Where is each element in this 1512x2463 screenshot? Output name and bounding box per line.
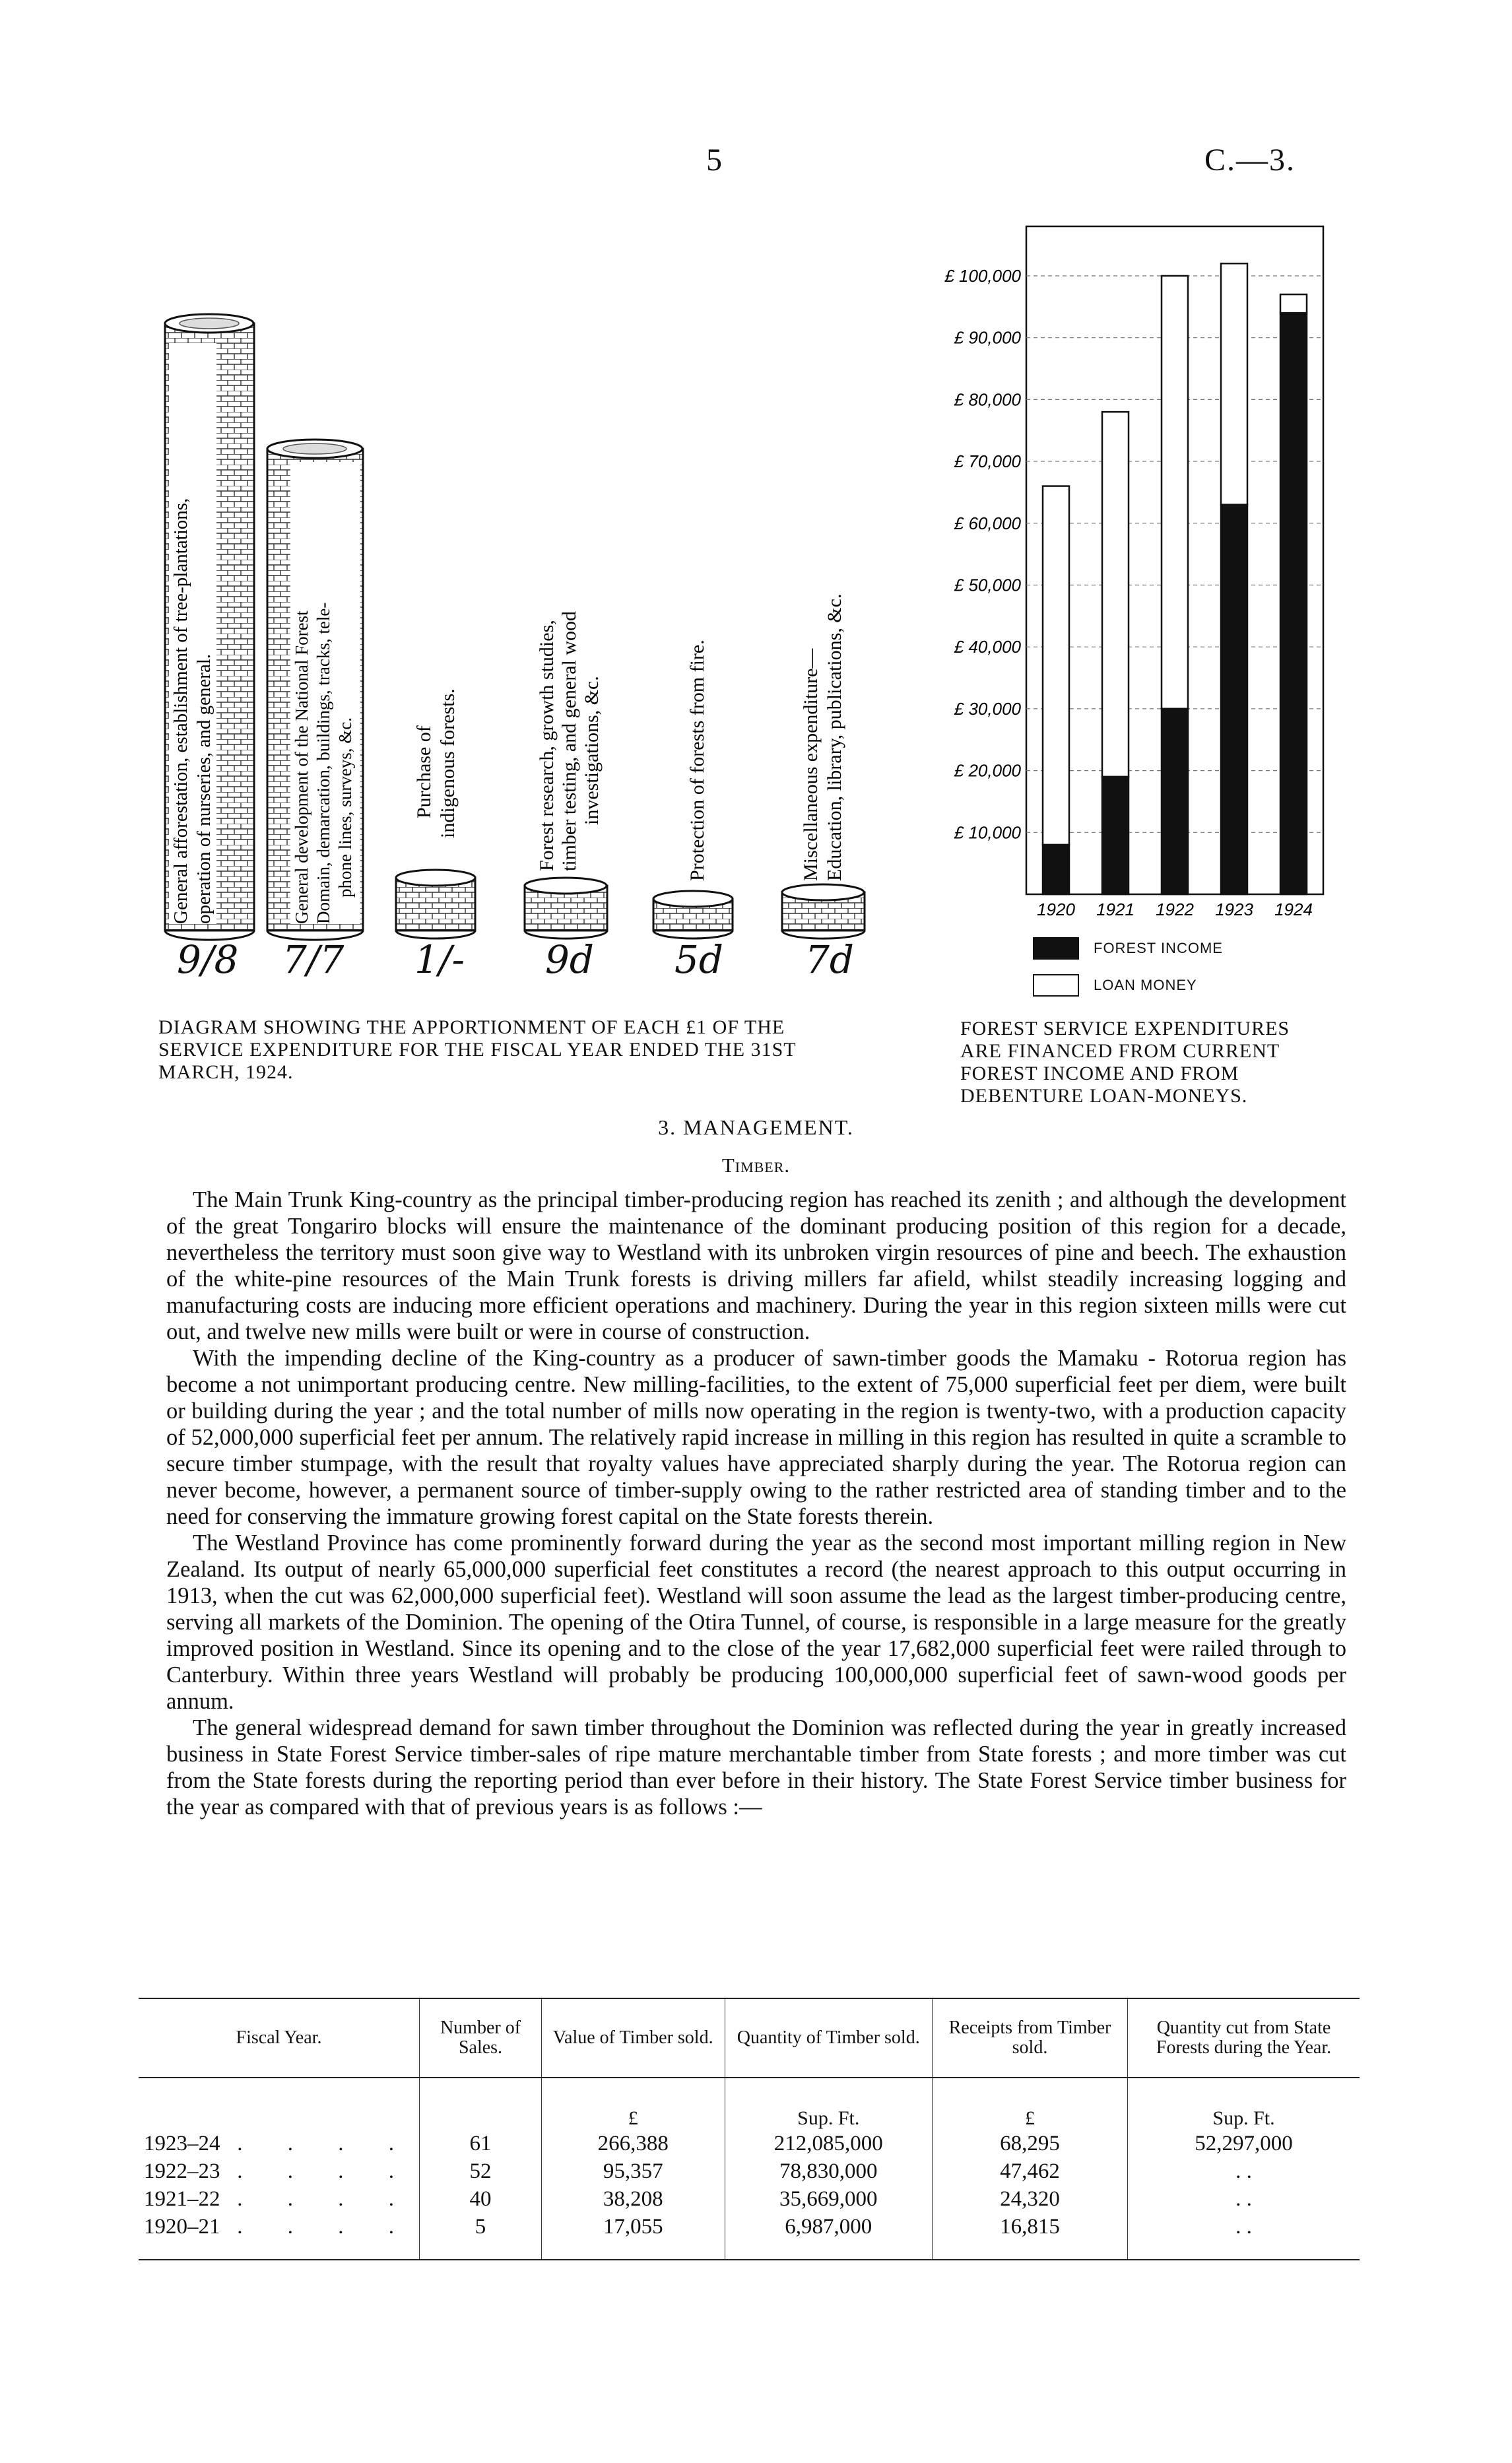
y-tick-label: £ 20,000 <box>954 760 1021 781</box>
units-row <box>139 2078 1360 2130</box>
cylinder-purchase <box>396 688 475 938</box>
amount-afforestation: 9/8 <box>177 937 239 982</box>
paragraph-4: The general widespread demand for sawn timber throughout the Dominion was reflected during the year in greatly increased business in State Forest Service timber-sales of ripe mature merchantable timber from State forests ; and more timber was cut from the State forests during the reporting period than ever before in their history. The State Forest Service timber business for the year as compared with that of previous years is as follows :— <box>166 1715 1346 1820</box>
amount-development: 7/7 <box>282 937 345 982</box>
cylinder-4-label-1: Forest research, growth studies, <box>536 620 558 871</box>
page-number: 5 <box>706 143 722 178</box>
table-cell: 40 <box>420 2185 542 2213</box>
header-quantity-sold: Quantity of Timber sold. <box>725 1998 933 2078</box>
table-row <box>139 2157 1360 2185</box>
leader-dots: . . . . <box>237 2159 414 2183</box>
bar-loan-money-1924 <box>1280 294 1307 313</box>
table-cell: 16,815 <box>933 2213 1128 2260</box>
bar-loan-money-1920 <box>1043 486 1069 845</box>
x-tick-label: 1924 <box>1274 900 1313 919</box>
cylinder-6-label-1: Miscellaneous expenditure— <box>800 648 822 881</box>
table-cell: . . <box>1128 2213 1360 2260</box>
body-text <box>166 1187 1346 1820</box>
legend-label-loan-money: LOAN MONEY <box>1094 977 1197 993</box>
amount-research: 9d <box>545 937 595 982</box>
year-cell: 1921–22 <box>144 2186 220 2211</box>
bar-loan-money-1922 <box>1162 276 1188 709</box>
legend-swatch-forest-income <box>1033 937 1079 960</box>
legend-forest-income <box>1033 937 1223 960</box>
x-tick-label: 1920 <box>1037 900 1075 919</box>
amount-purchase: 1/- <box>414 937 465 982</box>
y-tick-label: £ 60,000 <box>954 513 1021 533</box>
paragraph-1: The Main Trunk King-country as the principal timber-producing region has reached its zenith ; and although the development of the great Tongariro blocks will ensure the maintenance of the dominant producing position of this region for a decade, nevertheless the territory must soon give way to Westland with its unbroken virgin resources of pine and beech. The exhaustion of the white-pine resources of the Main Trunk forests is driving millers far afield, whilst steadily increasing logging and manufacturing costs are inducing more efficient operations and machinery. During the year in this region sixteen mills were cut out, and twelve new mills were built or were in course of construction. <box>166 1187 1346 1344</box>
cylinder-4-label-3: investigations, &c. <box>581 676 603 825</box>
cylinder-5-label-1: Protection of forests from fire. <box>686 640 708 881</box>
cylinder-1-label-2: operation of nurseries, and general. <box>193 653 214 924</box>
x-tick-label: 1921 <box>1096 900 1134 919</box>
year-cell: 1922–23 <box>144 2159 220 2183</box>
paragraph-2: With the impending decline of the King-country as a producer of sawn-timber goods the Mamaku - Rotorua region has become a not unimportant producing centre. New milling-facilities, to the extent of 75,000 superficial feet per diem, were built or building during the year ; and the total number of mills now operating in the region is twenty-two, with a production capacity of 52,000,000 superficial feet per annum. The relatively rapid increase in milling in this region has resulted in quite a scramble to secure timber stumpage, with the result that royalty values have appreciated sharply during the year. The Rotorua region can never become, however, a permanent source of timber-supply owing to the rather restricted area of standing timber and to the need for conserving the immature growing forest capital on the State forests therein. <box>166 1346 1346 1529</box>
y-tick-label: £ 70,000 <box>954 451 1021 472</box>
cylinder-1-label-1: General afforestation, establishment of tree-plantations, <box>170 498 191 924</box>
table-cell: 95,357 <box>542 2157 725 2185</box>
header-fiscal-year: Fiscal Year. <box>236 2027 322 2048</box>
expenditure-chart <box>878 218 1340 937</box>
page-code: C.—3. <box>1204 143 1296 178</box>
cylinder-3-label-2: indigenous forests. <box>437 688 459 838</box>
amount-fire-protection: 5d <box>674 937 724 982</box>
table-cell: 78,830,000 <box>725 2157 933 2185</box>
cylinder-afforestation <box>165 314 254 940</box>
cylinder-3-label-1: Purchase of <box>413 725 435 818</box>
table-cell: 24,320 <box>933 2185 1128 2213</box>
table-cell: 5 <box>420 2213 542 2260</box>
table-row <box>139 2185 1360 2213</box>
leader-dots: . . . . <box>237 2214 414 2239</box>
table-cell: 47,462 <box>933 2157 1128 2185</box>
header-receipts: Receipts from Timber sold. <box>933 1998 1128 2078</box>
table-cell: . . <box>1128 2185 1360 2213</box>
table-cell: 35,669,000 <box>725 2185 933 2213</box>
cylinder-2-label-1: General development of the National Forest <box>292 610 312 924</box>
table-cell: 52 <box>420 2157 542 2185</box>
cylinder-6-label-2: Education, library, publications, &c. <box>824 593 845 881</box>
bar-forest-income-1922 <box>1162 709 1188 894</box>
y-tick-label: £ 90,000 <box>954 327 1021 348</box>
unit-cell <box>139 2078 420 2130</box>
apportionment-diagram <box>158 310 911 1003</box>
x-tick-label: 1923 <box>1215 900 1253 919</box>
unit-cell: Sup. Ft. <box>725 2078 933 2130</box>
y-tick-label: £ 80,000 <box>954 389 1021 410</box>
y-tick-label: £ 40,000 <box>954 637 1021 657</box>
bar-forest-income-1920 <box>1043 845 1069 894</box>
leader-dots: . . . . <box>237 2131 414 2155</box>
y-tick-label: £ 100,000 <box>944 265 1021 286</box>
chart-caption: FOREST SERVICE EXPENDITURES ARE FINANCED FROM CURRENT FOREST INCOME AND FROM DEBENTURE LOAN-MONEYS. <box>960 1018 1290 1107</box>
legend-swatch-loan-money <box>1033 974 1079 997</box>
table-cell: 61 <box>420 2130 542 2157</box>
y-tick-label: £ 30,000 <box>954 698 1021 719</box>
cylinder-development <box>267 440 363 940</box>
bar-forest-income-1921 <box>1102 777 1129 894</box>
bar-forest-income-1924 <box>1280 313 1307 894</box>
paragraph-3: The Westland Province has come prominently forward during the year as the second most important milling region in New Zealand. Its output of nearly 65,000,000 superficial feet constitutes a record (the nearest approach to this output occurring in 1913, when the cut was 62,000,000 superficial feet). Westland will soon assume the lead as the largest timber-producing centre, serving all markets of the Dominion. The opening of the Otira Tunnel, of course, is responsible in a large measure for the greatly improved position in Westland. Since its opening and to the close of the year 17,682,000 superficial feet were railed through to Canterbury. Within three years Westland will probably be producing 100,000,000 superficial feet of sawn-wood goods per annum. <box>166 1530 1346 1714</box>
amount-miscellaneous: 7d <box>805 937 855 982</box>
unit-cell: £ <box>933 2078 1128 2130</box>
unit-cell <box>420 2078 542 2130</box>
diagram-caption: DIAGRAM SHOWING THE APPORTIONMENT OF EACH £1 OF THE SERVICE EXPENDITURE FOR THE FISCAL YEAR ENDED THE 31ST MARCH, 1924. <box>158 1016 797 1083</box>
year-cell: 1920–21 <box>144 2214 220 2239</box>
cylinder-4-label-2: timber testing, and general wood <box>558 610 580 871</box>
cylinder-2-label-2: Domain, demarcation, buildings, tracks, tele- <box>313 602 333 924</box>
unit-cell: Sup. Ft. <box>1128 2078 1360 2130</box>
table-cell: 38,208 <box>542 2185 725 2213</box>
leader-dots: . . . . <box>237 2186 414 2211</box>
table-row <box>139 2213 1360 2260</box>
timber-table <box>139 1998 1360 2260</box>
table-cell: 52,297,000 <box>1128 2130 1360 2157</box>
year-cell: 1923–24 <box>144 2131 220 2155</box>
unit-cell: £ <box>542 2078 725 2130</box>
cylinder-2-label-3: phone lines, surveys, &c. <box>335 717 355 898</box>
table-cell: 266,388 <box>542 2130 725 2157</box>
section-title: 3. MANAGEMENT. <box>658 1115 854 1139</box>
y-tick-label: £ 10,000 <box>954 822 1021 843</box>
header-quantity-cut: Quantity cut from State Forests during the Year. <box>1128 1998 1360 2078</box>
section-subtitle: Timber. <box>721 1154 791 1177</box>
table-row <box>139 2130 1360 2157</box>
x-tick-label: 1922 <box>1156 900 1194 919</box>
table-cell: 17,055 <box>542 2213 725 2260</box>
legend-loan-money <box>1033 974 1197 997</box>
table-cell: 6,987,000 <box>725 2213 933 2260</box>
bar-loan-money-1923 <box>1221 263 1247 504</box>
bar-loan-money-1921 <box>1102 412 1129 777</box>
y-tick-label: £ 50,000 <box>954 575 1021 595</box>
table-cell: . . <box>1128 2157 1360 2185</box>
bar-forest-income-1923 <box>1221 505 1247 894</box>
legend-label-forest-income: FOREST INCOME <box>1094 940 1223 956</box>
header-number-of-sales: Number of Sales. <box>420 1998 542 2078</box>
cylinder-fire-protection <box>653 640 733 938</box>
table-cell: 68,295 <box>933 2130 1128 2157</box>
header-value-of-timber: Value of Timber sold. <box>542 1998 725 2078</box>
cylinder-miscellaneous <box>782 594 865 939</box>
table-cell: 212,085,000 <box>725 2130 933 2157</box>
cylinder-research <box>525 611 607 938</box>
